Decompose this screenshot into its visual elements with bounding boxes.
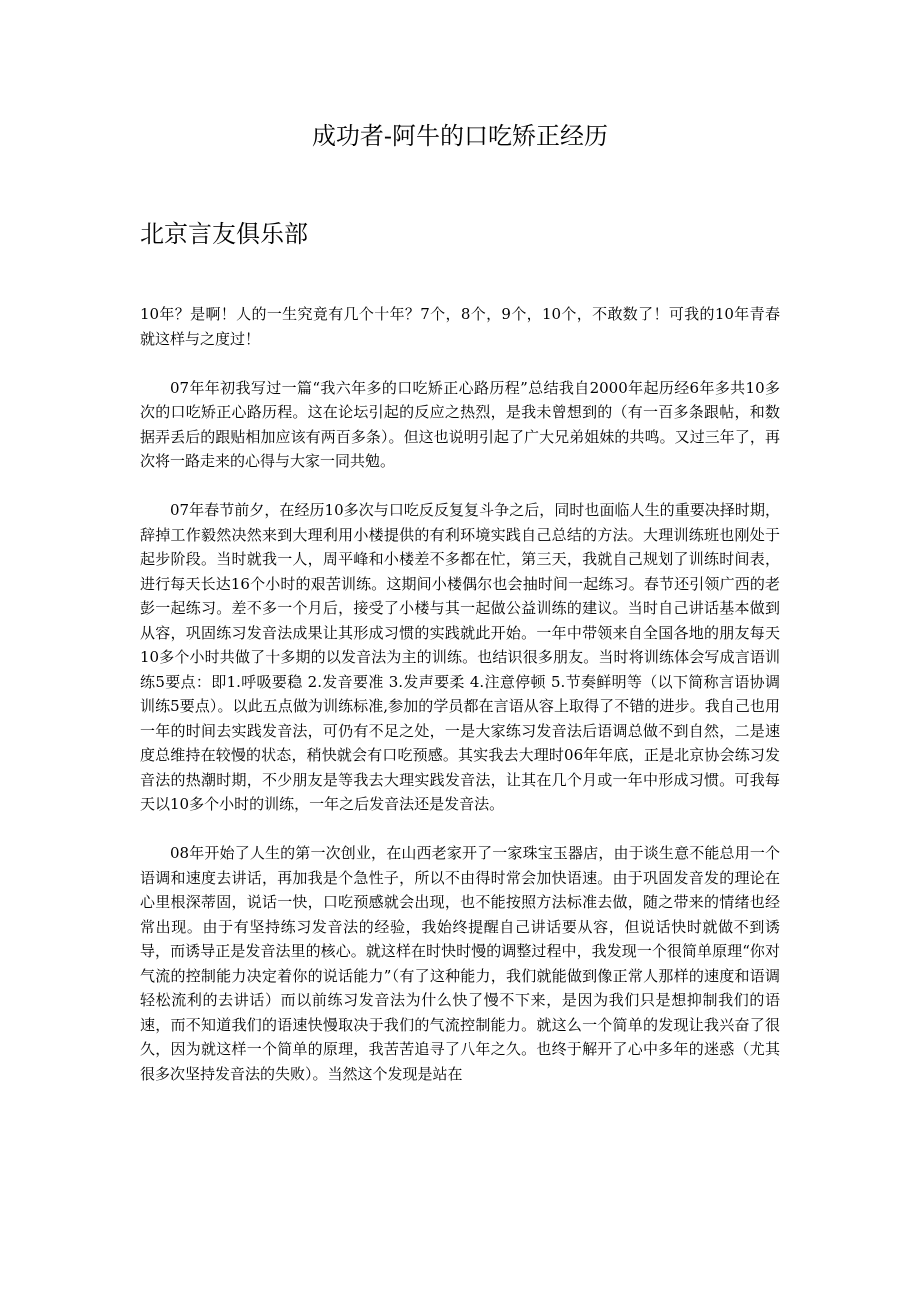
document-title: 成功者-阿牛的口吃矫正经历 [311, 122, 609, 150]
paragraph-1: 10年？是啊！人的一生究竟有几个十年？7个，8个，9个，10个，不敢数了！可我的10年青春就这样与之度过！ [140, 305, 780, 348]
document-body [140, 302, 780, 1111]
paragraph-2: 07年年初我写过一篇“我六年多的口吃矫正心路历程”总结我自2000年起历经6年多共10多次的口吃矫正心路历程。这在论坛引起的反应之热烈，是我未曾想到的（有一百多条跟帖，和数据弄丢后的跟贴相加应该有两百多条）。但这也说明引起了广大兄弟姐妹的共鸣。又过三年了，再次将一路走来的心得与大家一同共勉。 [140, 378, 780, 470]
organization-heading: 北京言友俱乐部 [140, 220, 308, 248]
paragraph-4: 08年开始了人生的第一次创业，在山西老家开了一家珠宝玉器店，由于谈生意不能总用一个语调和速度去讲话，再加我是个急性子，所以不由得时常会加快语速。由于巩固发音发的理论在心里根深蒂固，说话一快，口吃预感就会出现，也不能按照方法标准去做，随之带来的情绪也经常出现。由于有坚持练习发音法的经验，我始终提醒自己讲话要从容，但说话快时就做不到诱导，而诱导正是发音法里的核心。就这样在时快时慢的调整过程中，我发现一个很简单原理“你对气流的控制能力决定着你的说话能力”（有了这种能力，我们就能做到像正常人那样的速度和语调轻松流利的去讲话）而以前练习发音法为什么快了慢不下来，是因为我们只是想抑制我们的语速，而不知道我们的语速快慢取决于我们的气流控制能力。就这么一个简单的发现让我兴奋了很久，因为就这样一个简单的原理，我苦苦追寻了八年之久。也终于解开了心中多年的迷惑（尤其很多次坚持发音法的失败）。当然这个发现是站在 [140, 844, 780, 1083]
paragraph-3: 07年春节前夕，在经历10多次与口吃反反复复斗争之后，同时也面临人生的重要决择时期，辞掉工作毅然决然来到大理利用小楼提供的有利环境实践自己总结的方法。大理训练班也刚处于起步阶段。当时就我一人，周平峰和小楼差不多都在忙，第三天，我就自己规划了训练时间表，进行每天长达16个小时的艰苦训练。这期间小楼偶尔也会抽时间一起练习。春节还引领广西的老彭一起练习。差不多一个月后，接受了小楼与其一起做公益训练的建议。当时自己讲话基本做到从容，巩固练习发音法成果让其形成习惯的实践就此开始。一年中带领来自全国各地的朋友每天10多个小时共做了十多期的以发音法为主的训练。也结识很多朋友。当时将训练体会写成言语训练5要点：即1.呼吸要稳 2.发音要准 3.发声要柔 4.注意停顿 5.节奏鲜明等（以下简称言语协调训练5要点）。以此五点做为训练标准,参加的学员都在言语从容上取得了不错的进步。我自己也用一年的时间去实践发音法，可仍有不足之处，一是大家练习发音法后语调总做不到自然，二是速度总维持在较慢的状态，稍快就会有口吃预感。其实我去大理时06年年底，正是北京协会练习发音法的热潮时期，不少朋友是等我去大理实践发音法，让其在几个月或一年中形成习惯。可我每天以10多个小时的训练，一年之后发音法还是发音法。 [140, 501, 780, 813]
